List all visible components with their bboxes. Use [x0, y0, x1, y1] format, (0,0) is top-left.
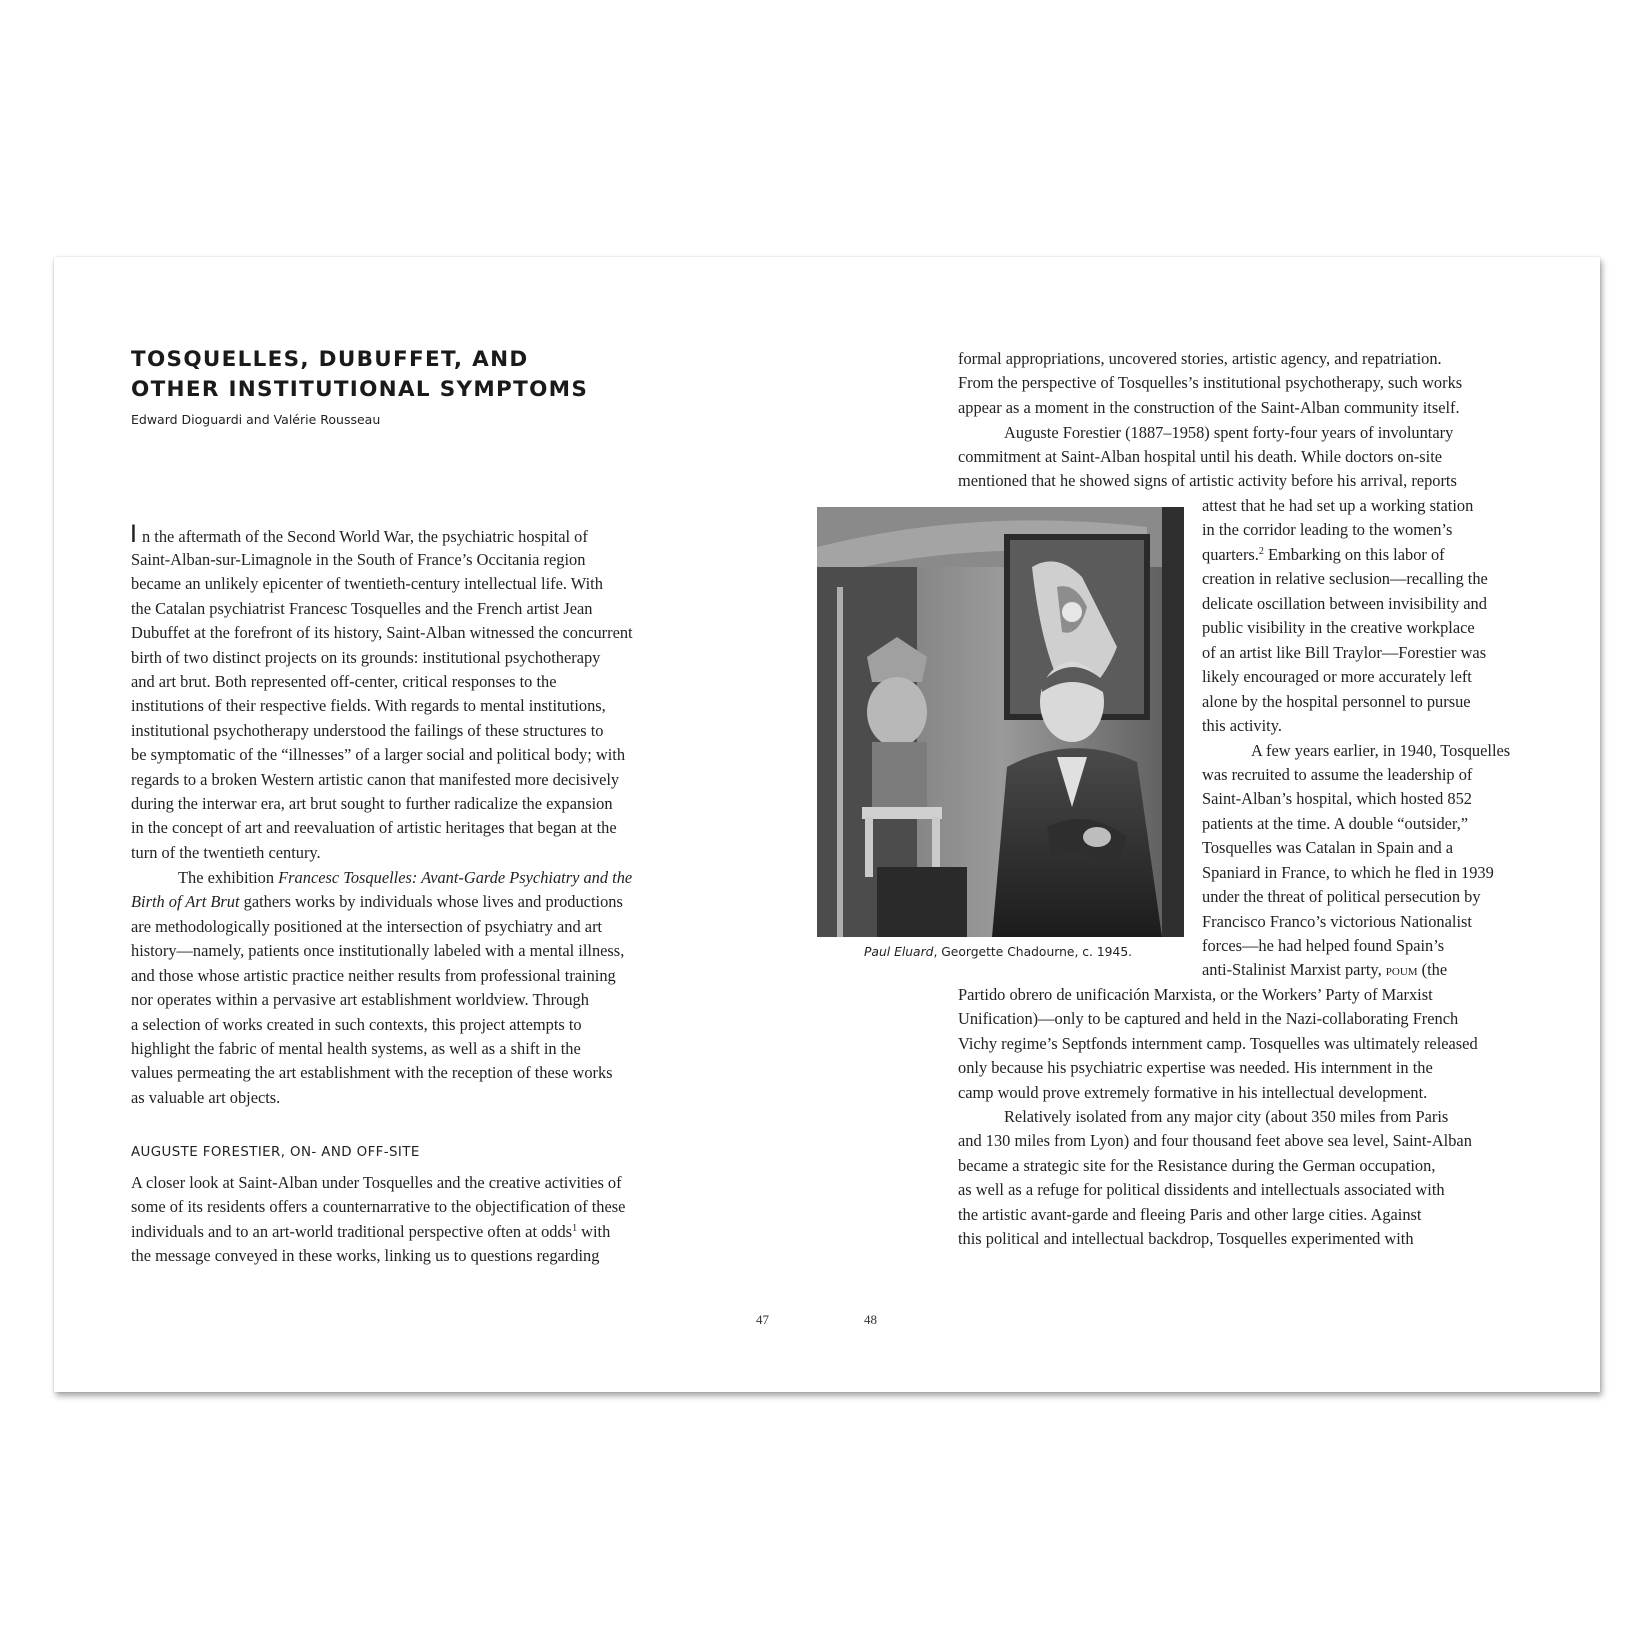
body-line: likely encouraged or more accurately left	[1202, 667, 1472, 686]
body-line: the artistic avant-garde and fleeing Paris and other large cities. Against	[958, 1205, 1422, 1224]
body-line: institutional psychotherapy understood the failings of these structures to	[131, 721, 604, 740]
body-line: appear as a moment in the construction of the Saint-Alban community itself.	[958, 398, 1460, 417]
body-line: became an unlikely epicenter of twentieth-century intellectual life. With	[131, 574, 603, 593]
body-line: From the perspective of Tosquelles’s institutional psychotherapy, such works	[958, 373, 1463, 392]
body-line: history—namely, patients once institutionally labeled with a mental illness,	[131, 941, 625, 960]
body-line: be symptomatic of the “illnesses” of a larger social and political body; with	[131, 745, 626, 764]
body-line: public visibility in the creative workplace	[1202, 618, 1475, 637]
body-line: individuals and to an art-world traditional perspective often at odds$^1$ with	[131, 1222, 611, 1241]
photo-caption: Paul Eluard, Georgette Chadourne, c. 1945.	[864, 945, 1133, 959]
body-line: creation in relative seclusion—recalling the	[1202, 569, 1488, 588]
body-line: became a strategic site for the Resistance during the German occupation,	[958, 1156, 1436, 1175]
chapter-title-line: OTHER INSTITUTIONAL SYMPTOMS	[131, 377, 589, 402]
body-line: Spaniard in France, to which he fled in 1939	[1202, 863, 1494, 882]
body-line: this political and intellectual backdrop, Tosquelles experimented with	[958, 1229, 1414, 1248]
exhibition-title: Francesc Tosquelles: Avant-Garde Psychiatry and the	[278, 868, 633, 887]
body-line: mentioned that he showed signs of artistic activity before his arrival, reports	[958, 471, 1457, 490]
body-line: and those whose artistic practice neither results from professional training	[131, 966, 616, 985]
body-line: this activity.	[1202, 716, 1282, 735]
body-line: as well as a refuge for political dissidents and intellectuals associated with	[958, 1180, 1445, 1199]
body-line: Auguste Forestier (1887–1958) spent forty-four years of involuntary	[1004, 423, 1454, 442]
drop-cap: I	[131, 520, 136, 548]
body-line: Dubuffet at the forefront of its history, Saint-Alban witnessed the concurrent	[131, 623, 633, 642]
exhibition-title: Birth of Art Brut	[131, 892, 240, 911]
body-line: in the concept of art and reevaluation of artistic heritages that began at the	[131, 818, 617, 837]
footnote-marker[interactable]: 1	[572, 1223, 578, 1234]
chapter-title-line: TOSQUELLES, DUBUFFET, AND	[131, 347, 529, 372]
body-line: as valuable art objects.	[131, 1088, 281, 1107]
chapter-authors: Edward Dioguardi and Valérie Rousseau	[131, 412, 381, 427]
body-line: Saint-Alban-sur-Limagnole in the South of France’s Occitania region	[131, 550, 586, 569]
body-line: quarters.$^2$ Embarking on this labor of	[1202, 545, 1445, 564]
body-line: alone by the hospital personnel to pursue	[1202, 692, 1471, 711]
body-line: only because his psychiatric expertise was needed. His internment in the	[958, 1058, 1433, 1077]
page-number: 48	[864, 1312, 877, 1327]
body-line: nor operates within a pervasive art establishment worldview. Through	[131, 990, 589, 1009]
body-line: birth of two distinct projects on its grounds: institutional psychotherapy	[131, 648, 601, 667]
body-line: commitment at Saint-Alban hospital until his death. While doctors on-site	[958, 447, 1443, 466]
body-line: are methodologically positioned at the intersection of psychiatry and art	[131, 917, 603, 936]
body-line: highlight the fabric of mental health systems, as well as a shift in the	[131, 1039, 581, 1058]
body-line: camp would prove extremely formative in his intellectual development.	[958, 1083, 1428, 1102]
footnote-marker[interactable]: 2	[1258, 546, 1264, 557]
body-line: in the corridor leading to the women’s	[1202, 520, 1453, 539]
body-line: Francisco Franco’s victorious Nationalist	[1202, 912, 1472, 931]
body-line: forces—he had helped found Spain’s	[1202, 936, 1445, 955]
body-line: A few years earlier, in 1940, Tosquelles	[1251, 741, 1511, 760]
chapter-title	[131, 345, 588, 405]
body-line: delicate oscillation between invisibility and	[1202, 594, 1487, 613]
photograph	[817, 507, 1184, 937]
body-line: formal appropriations, uncovered stories, artistic agency, and repatriation.	[958, 349, 1442, 368]
body-line: A closer look at Saint-Alban under Tosquelles and the creative activities of	[131, 1173, 622, 1192]
body-line: Saint-Alban’s hospital, which hosted 852	[1202, 789, 1472, 808]
body-line: institutions of their respective fields. With regards to mental institutions,	[131, 696, 606, 715]
body-line: anti-Stalinist Marxist party, poum (the	[1202, 960, 1448, 979]
body-line: Unification)—only to be captured and held in the Nazi-collaborating French	[958, 1009, 1459, 1028]
body-line: some of its residents offers a counternarrative to the objectification of these	[131, 1197, 626, 1216]
body-line: The exhibition Francesc Tosquelles: Avant-Garde Psychiatry and the	[178, 868, 633, 887]
body-line: turn of the twentieth century.	[131, 843, 321, 862]
acronym-poum: poum	[1385, 960, 1418, 979]
body-line: the message conveyed in these works, linking us to questions regarding	[131, 1246, 600, 1265]
body-line: regards to a broken Western artistic canon that manifested more decisively	[131, 770, 620, 789]
body-line: during the interwar era, art brut sought to further radicalize the expansion	[131, 794, 613, 813]
body-line: Birth of Art Brut gathers works by individuals whose lives and productions	[131, 892, 623, 911]
body-line: was recruited to assume the leadership of	[1202, 765, 1473, 784]
body-line: and art brut. Both represented off-center, critical responses to the	[131, 672, 557, 691]
body-line: under the threat of political persecution by	[1202, 887, 1481, 906]
page-number: 47	[756, 1312, 769, 1327]
body-line: the Catalan psychiatrist Francesc Tosquelles and the French artist Jean	[131, 599, 593, 618]
body-line: and 130 miles from Lyon) and four thousand feet above sea level, Saint-Alban	[958, 1131, 1472, 1150]
body-line: I n the aftermath of the Second World War, the psychiatric hospital of	[131, 520, 588, 548]
body-line: Partido obrero de unificación Marxista, or the Workers’ Party of Marxist	[958, 985, 1433, 1004]
body-line: values permeating the art establishment with the reception of these works	[131, 1063, 613, 1082]
body-line: Tosquelles was Catalan in Spain and a	[1202, 838, 1454, 857]
section-subheading: AUGUSTE FORESTIER, ON- AND OFF-SITE	[131, 1145, 420, 1160]
body-line: patients at the time. A double “outsider,”	[1202, 814, 1469, 833]
body-line: Vichy regime’s Septfonds internment camp. Tosquelles was ultimately released	[958, 1034, 1478, 1053]
body-line: a selection of works created in such contexts, this project attempts to	[131, 1015, 582, 1034]
body-line: attest that he had set up a working station	[1202, 496, 1474, 515]
body-line: of an artist like Bill Traylor—Forestier was	[1202, 643, 1487, 662]
body-line: Relatively isolated from any major city (about 350 miles from Paris	[1004, 1107, 1449, 1126]
photo-paul-eluard	[817, 507, 1184, 937]
